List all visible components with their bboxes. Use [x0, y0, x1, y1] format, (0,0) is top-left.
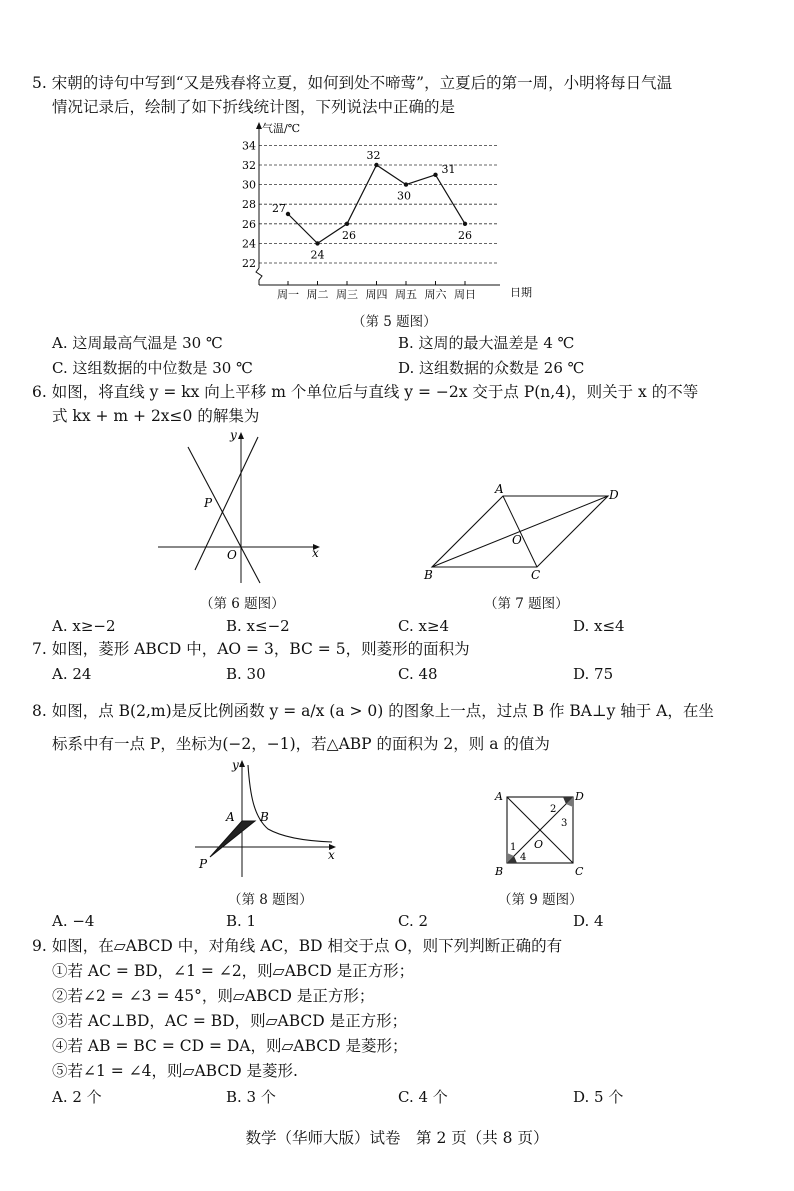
chart-data-label: 26: [342, 228, 356, 242]
chart-y-tick-label: 24: [242, 237, 256, 251]
q6-stem-line1: 6. 如图，将直线 y = kx 向上平移 m 个单位后与直线 y = −2x 交于点 P(n,4)，则关于 x 的不等: [32, 383, 699, 401]
chart-x-tick-label: 周日: [454, 288, 476, 301]
q9-label-2: 2: [550, 804, 557, 815]
q8-option-a: A. −4: [52, 912, 95, 930]
q9-item-5: ⑤若∠1 = ∠4，则▱ABCD 是菱形.: [52, 1062, 298, 1080]
chart-axis-break: [256, 268, 262, 285]
chart-x-tick-label: 周六: [424, 288, 447, 301]
chart-y-tick-label: 22: [242, 257, 256, 270]
chart-x-axis-title: 日期: [510, 286, 532, 299]
q9-item-2: ②若∠2 = ∠3 = 45°，则▱ABCD 是正方形；: [52, 987, 375, 1005]
chart-x-tick-label: 周五: [395, 288, 417, 301]
q8-caption: （第 8 题图）: [228, 892, 313, 908]
q9-item-4: ④若 AB = BC = CD = DA，则▱ABCD 是菱形；: [52, 1037, 408, 1055]
chart-data-label: 30: [397, 189, 411, 203]
chart-y-tick-label: 26: [242, 217, 256, 231]
q8-stem-line2: 标系中有一点 P，坐标为(−2，−1)，若△ABP 的面积为 2，则 a 的值为: [52, 735, 550, 753]
q6-option-a: A. x≥−2: [52, 617, 116, 635]
q7-diagonal-bd: [432, 496, 608, 567]
chart-data-point: [463, 222, 467, 226]
q9-option-d: D. 5 个: [573, 1088, 624, 1106]
q9-label-d: D: [575, 790, 584, 803]
q7-label-d: D: [609, 488, 619, 502]
chart-data-point: [315, 241, 319, 245]
q8-option-d: D. 4: [573, 912, 604, 930]
q8-option-b: B. 1: [226, 912, 257, 930]
q9-option-b: B. 3 个: [226, 1088, 276, 1106]
q6-caption: （第 6 题图）: [200, 596, 285, 612]
chart-data-point: [345, 222, 349, 226]
q9-caption: （第 9 题图）: [498, 892, 583, 908]
chart-y-tick-label: 34: [242, 139, 256, 153]
chart-data-point: [374, 163, 378, 167]
q6-option-c: C. x≥4: [398, 617, 450, 635]
q8-option-c: C. 2: [398, 912, 429, 930]
q9-item-1: ①若 AC = BD，∠1 = ∠2，则▱ABCD 是正方形；: [52, 962, 415, 980]
q7-label-a: A: [495, 482, 504, 496]
chart-data-point: [286, 212, 290, 216]
q6-label-p: P: [204, 496, 213, 510]
chart-data-label: 32: [366, 149, 381, 162]
chart-data-point: [433, 173, 437, 177]
q8-label-x: x: [328, 848, 335, 862]
q7-label-o: O: [512, 533, 522, 547]
q6-y-arrow: [238, 432, 244, 439]
q8-label-a: A: [226, 810, 235, 824]
q7-rhombus-figure: [420, 482, 630, 587]
q8-label-y: y: [232, 758, 239, 772]
q7-option-c: C. 48: [398, 665, 438, 683]
q5-option-d: D. 这组数据的众数是 26 ℃: [398, 359, 585, 377]
q8-figure: [190, 755, 340, 880]
q7-option-a: A. 24: [52, 665, 92, 683]
q7-option-b: B. 30: [226, 665, 266, 683]
q9-label-b: B: [495, 865, 504, 878]
chart-x-tick-label: 周一: [277, 288, 299, 301]
chart-data-label: 24: [310, 248, 325, 262]
q9-stem: 9. 如图，在▱ABCD 中，对角线 AC，BD 相交于点 O，则下列判断正确的有: [32, 937, 563, 955]
q6-label-y: y: [230, 428, 237, 442]
chart-y-axis-title: 气温/℃: [262, 122, 301, 135]
chart-y-tick-label: 28: [242, 198, 256, 212]
q8-label-p: P: [199, 857, 208, 871]
q6-option-d: D. x≤4: [573, 617, 625, 635]
q6-label-o: O: [227, 548, 237, 562]
q7-option-d: D. 75: [573, 665, 614, 683]
q9-item-3: ③若 AC⊥BD，AC = BD，则▱ABCD 是正方形；: [52, 1012, 408, 1030]
q9-label-a: A: [495, 790, 503, 803]
page-footer: 数学（华师大版）试卷 第 2 页（共 8 页）: [245, 1129, 549, 1147]
q9-square-figure: [488, 785, 588, 880]
chart-data-label: 26: [458, 228, 472, 242]
q9-label-3: 3: [561, 818, 568, 829]
q7-label-b: B: [424, 568, 433, 582]
q7-stem: 7. 如图，菱形 ABCD 中，AO = 3，BC = 5，则菱形的面积为: [32, 640, 470, 658]
chart-y-tick-label: 30: [242, 178, 256, 192]
chart-data-point: [404, 182, 408, 186]
q6-stem-line2: 式 kx + m + 2x≤0 的解集为: [52, 407, 260, 425]
q9-option-c: C. 4 个: [398, 1088, 448, 1106]
q5-stem-line2: 情况记录后，绘制了如下折线统计图，下列说法中正确的是: [52, 98, 456, 116]
q7-label-c: C: [531, 568, 541, 582]
chart-data-label: 27: [272, 202, 286, 215]
chart-data-label: 31: [441, 162, 456, 176]
chart-x-tick-label: 周四: [365, 288, 388, 301]
q7-caption: （第 7 题图）: [484, 596, 569, 612]
q5-caption: （第 5 题图）: [352, 314, 437, 330]
q9-label-1: 1: [510, 842, 517, 853]
chart-x-tick-label: 周二: [306, 288, 329, 301]
q8-stem-line1: 8. 如图，点 B(2,m)是反比例函数 y = a/x (a > 0) 的图象上一点，过点 B 作 BA⊥y 轴于 A，在坐: [32, 702, 714, 720]
q9-label-o: O: [534, 838, 544, 851]
q8-hyperbola: [248, 765, 332, 842]
q9-label-c: C: [575, 865, 584, 878]
q6-figure: [150, 425, 330, 585]
q6-option-b: B. x≤−2: [226, 617, 290, 635]
q8-triangle-abp: [210, 821, 255, 857]
q9-label-4: 4: [520, 852, 527, 863]
q5-option-b: B. 这周的最大温差是 4 ℃: [398, 334, 575, 352]
chart-y-tick-label: 32: [242, 159, 256, 172]
q5-option-a: A. 这周最高气温是 30 ℃: [52, 334, 223, 352]
q5-stem-line1: 5. 宋朝的诗句中写到“又是残春将立夏，如何到处不啼莺”，立夏后的第一周，小明将每日气温: [32, 74, 673, 92]
chart-x-tick-label: 周三: [336, 288, 358, 301]
q8-y-arrow: [239, 760, 245, 767]
q8-label-b: B: [260, 810, 269, 824]
q9-option-a: A. 2 个: [52, 1088, 102, 1106]
q5-line-chart: [242, 118, 550, 308]
q6-label-x: x: [312, 546, 319, 560]
q5-option-c: C. 这组数据的中位数是 30 ℃: [52, 359, 253, 377]
